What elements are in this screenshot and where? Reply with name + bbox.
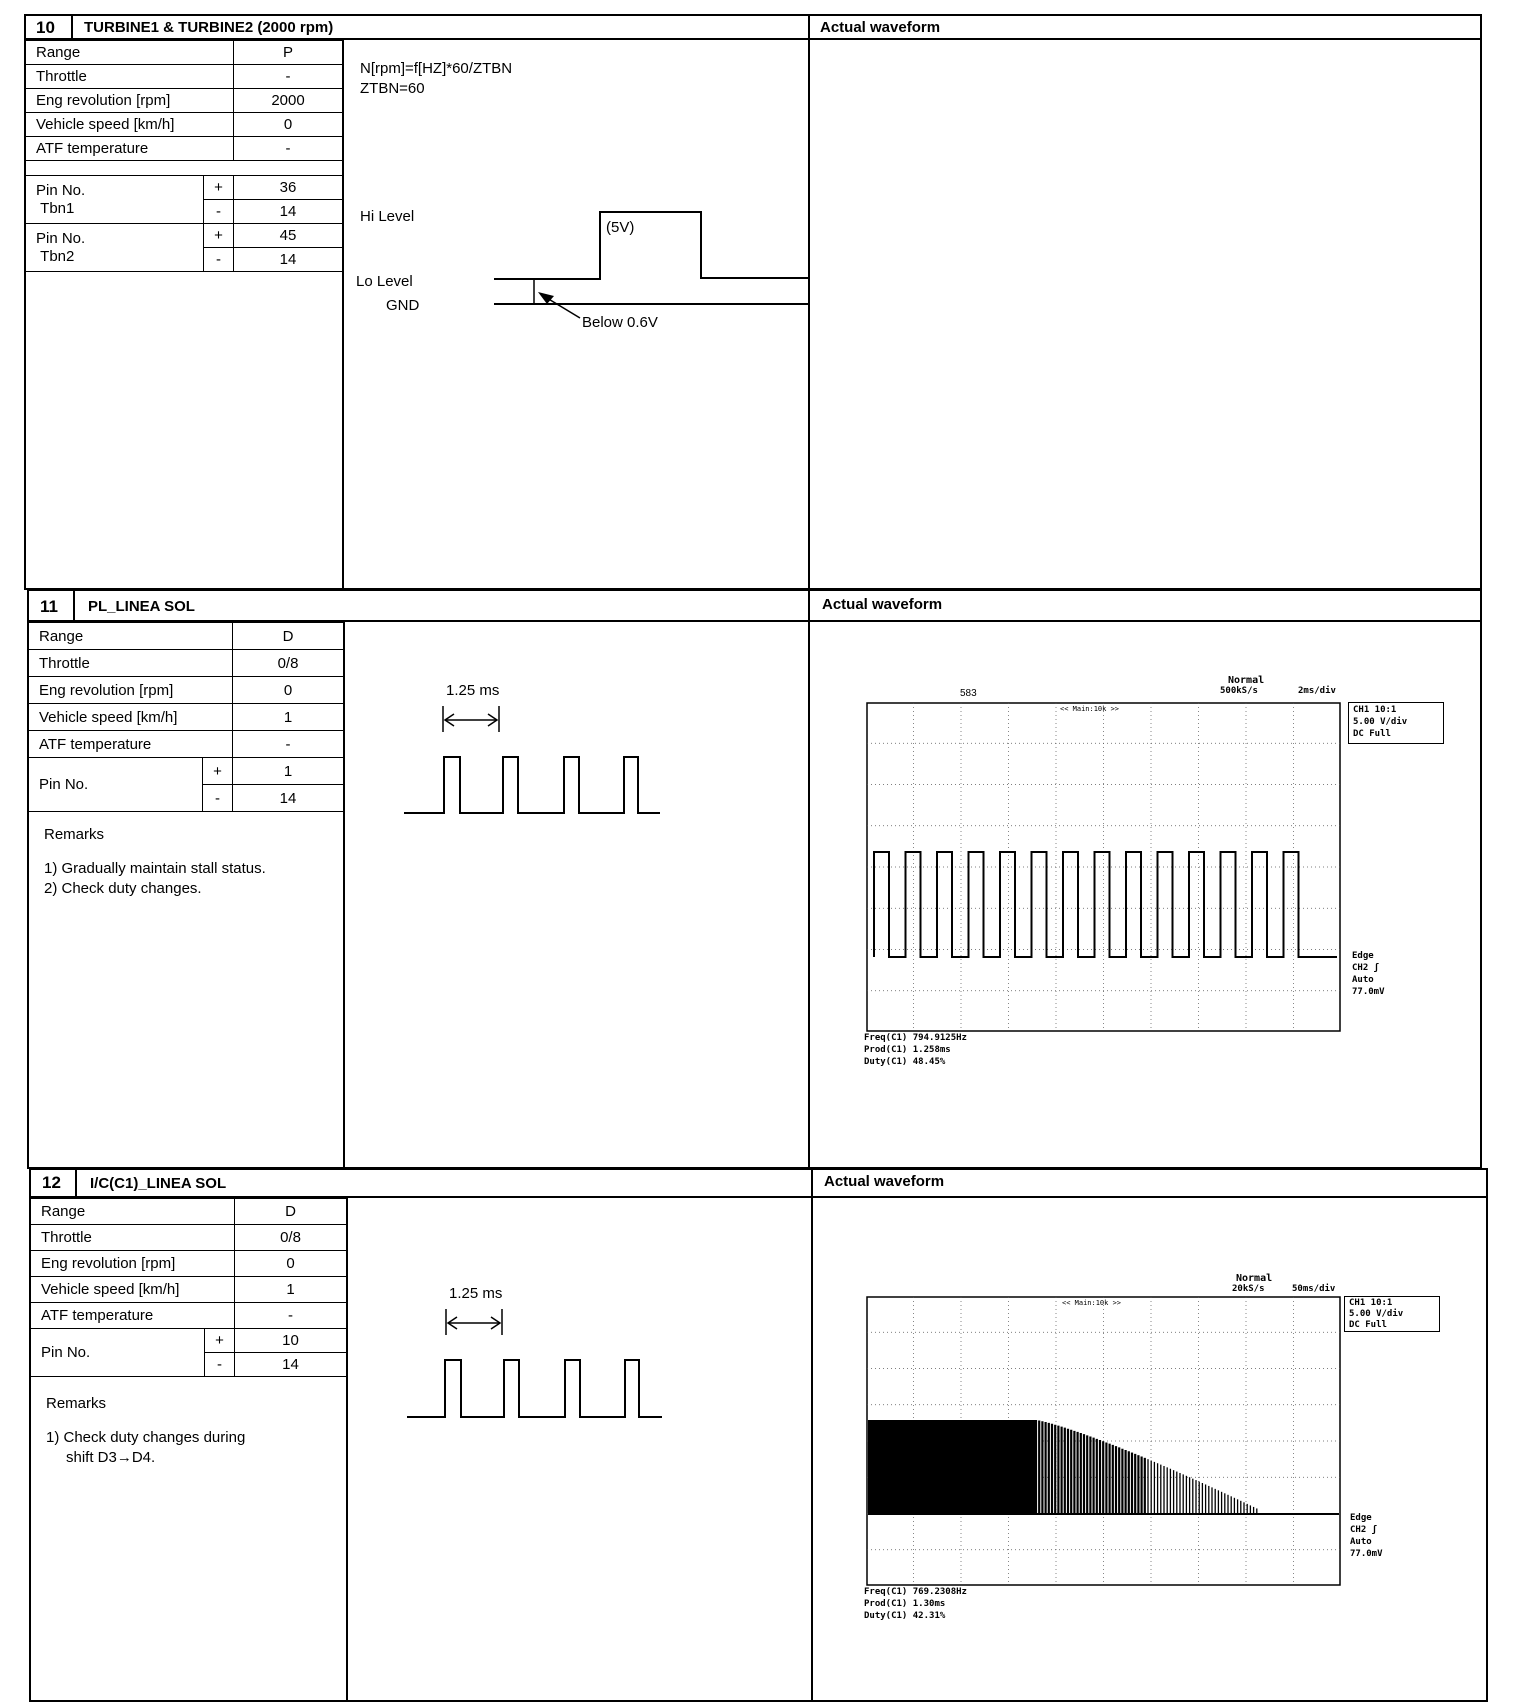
spec-label: Range [29,623,233,650]
scope-screen [866,702,1341,1032]
section-title: I/C(C1)_LINEA SOL [90,1175,227,1192]
pin-plus-sign: + [204,176,234,200]
remarks [44,825,266,899]
spec-value: 0/8 [233,650,344,677]
spec-label: Eng revolution [rpm] [29,677,233,704]
pin-label-cell: Pin No. Tbn2 [26,224,204,272]
scope-capture [860,672,1408,1082]
section-title: PL_LINEA SOL [88,598,195,615]
scope-timebase: 50ms/div [1292,1284,1336,1294]
pin-table [28,757,344,812]
signal-trace [494,212,808,279]
scope-capture [862,1268,1404,1628]
spec-value: - [234,137,343,161]
scope-trace [874,852,1337,957]
spec-value: - [234,65,343,89]
spec-label: Vehicle speed [km/h] [29,704,233,731]
pin-minus-value: 14 [235,1353,347,1377]
remarks-title: Remarks [44,826,105,843]
formula-line1: N[rpm]=f[HZ]*60/ZTBN [360,60,513,77]
spec-label: Eng revolution [rpm] [26,89,234,113]
pin-minus-sign: - [205,1353,235,1377]
scope-trigger: Edge CH2 ʃ Auto 77.0mV [1350,1513,1383,1559]
pin-plus-sign: + [203,758,233,785]
remarks-item: shift D3→D4. [66,1449,156,1466]
spec-table [25,40,343,161]
remarks-item: 2) Check duty changes. [44,880,202,897]
period-label: 1.25 ms [449,1285,503,1302]
spec-value: 2000 [234,89,343,113]
pin-minus-sign: - [204,248,234,272]
period-label: 1.25 ms [446,682,500,699]
waveform-header: Actual waveform [820,19,941,36]
scope-top-left: 583 [960,688,977,699]
scope-screen [866,1296,1341,1586]
spec-value: D [235,1199,347,1225]
section-title: TURBINE1 & TURBINE2 (2000 rpm) [84,19,334,36]
spec-label: Throttle [26,65,234,89]
spec-label: Vehicle speed [km/h] [31,1277,235,1303]
scope-rate: 500kS/s [1220,686,1258,696]
pin-minus-sign: - [203,785,233,812]
hi-level-label: Hi Level [360,208,415,225]
pin-plus-value: 36 [234,176,343,200]
waveform-header: Actual waveform [822,596,943,613]
scope-mode: Normal [1228,675,1265,686]
remarks-title: Remarks [46,1395,107,1412]
formula-line2: ZTBN=60 [360,80,425,97]
spec-label: ATF temperature [31,1303,235,1329]
scope-window: << Main:10k >> [1062,1299,1122,1307]
pin-minus-value: 14 [233,785,344,812]
pin-label: Pin No. [29,758,203,812]
section-number: 11 [40,597,58,616]
gnd-label: GND [386,297,420,314]
spec-label: Range [26,41,234,65]
duty-pulse-diagram [347,1198,811,1418]
pin-plus-sign: + [204,224,234,248]
pulse-trace [407,1360,662,1417]
duty-pulse-diagram [344,622,808,842]
pin-minus-value: 14 [234,200,343,224]
below-label: Below 0.6V [582,314,658,331]
remarks [46,1394,245,1468]
section-number: 12 [42,1173,61,1192]
spec-label: ATF temperature [26,137,234,161]
scope-channel-box: CH1 10:1 5.00 V/div DC Full [1344,1296,1440,1332]
remarks-item: 1) Gradually maintain stall status. [44,860,266,877]
scope-window: << Main:10k >> [1060,705,1120,713]
spec-value: 0 [233,677,344,704]
pin-table [25,175,343,272]
spec-label: Throttle [31,1225,235,1251]
spec-table [30,1198,347,1329]
scope-measurements: Freq(C1) 769.2308Hz Prod(C1) 1.30ms Duty(C1) 42.31% [864,1587,967,1621]
remarks-item: 1) Check duty changes during [46,1429,246,1446]
spec-label: ATF temperature [29,731,233,758]
spec-label: Vehicle speed [km/h] [26,113,234,137]
spec-label: Eng revolution [rpm] [31,1251,235,1277]
spec-value: 0/8 [235,1225,347,1251]
pin-minus-value: 14 [234,248,343,272]
spec-value: - [235,1303,347,1329]
spec-table [28,622,344,758]
spec-value: 1 [235,1277,347,1303]
pin-plus-sign: + [205,1329,235,1353]
lo-level-label: Lo Level [356,273,413,290]
pin-plus-value: 1 [233,758,344,785]
spec-label: Throttle [29,650,233,677]
scope-trace-dense [868,1420,1036,1514]
arrow-head-icon [538,292,554,304]
pin-label-cell: Pin No. Tbn1 [26,176,204,224]
scope-channel-box: CH1 10:1 5.00 V/div DC Full [1348,702,1444,744]
scope-timebase: 2ms/div [1298,686,1336,696]
pin-plus-value: 10 [235,1329,347,1353]
section-number: 10 [36,18,55,37]
turbine-signal-diagram [344,40,808,340]
spec-value: 1 [233,704,344,731]
scope-measurements: Freq(C1) 794.9125Hz Prod(C1) 1.258ms Duty(C1) 48.45% [864,1033,967,1067]
spec-value: - [233,731,344,758]
pin-plus-value: 45 [234,224,343,248]
scope-trigger: Edge CH2 ʃ Auto 77.0mV [1352,951,1385,997]
spec-value: 0 [235,1251,347,1277]
waveform-header: Actual waveform [824,1173,945,1190]
pin-table [30,1328,347,1377]
spec-label: Range [31,1199,235,1225]
spec-value: D [233,623,344,650]
voltage-label: (5V) [606,219,635,236]
pin-minus-sign: - [204,200,234,224]
scope-mode: Normal [1236,1273,1273,1284]
spec-value: P [234,41,343,65]
scope-rate: 20kS/s [1232,1284,1265,1294]
spec-value: 0 [234,113,343,137]
pin-label: Pin No. [31,1329,205,1377]
pulse-trace [404,757,660,813]
